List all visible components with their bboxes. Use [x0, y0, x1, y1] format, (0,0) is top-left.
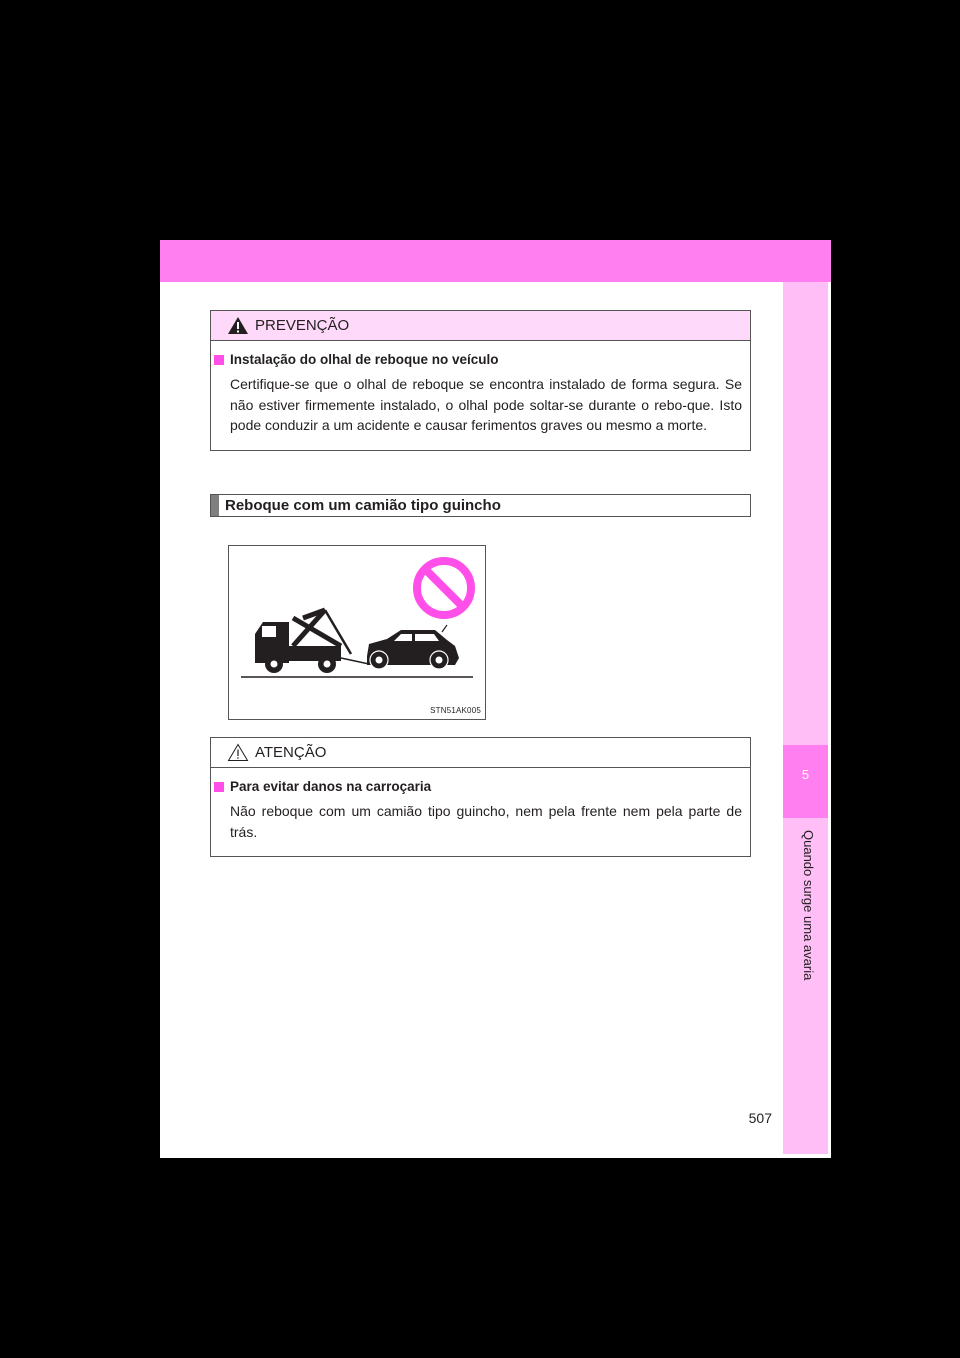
- caution-header: [211, 311, 750, 341]
- tow-truck-illustration: [228, 545, 486, 720]
- header-band: [160, 240, 831, 282]
- bullet-square-icon: [214, 782, 224, 792]
- page-number: 507: [748, 1110, 772, 1126]
- caution-subheading: [214, 352, 750, 367]
- caution-box: [210, 310, 751, 451]
- illustration-code: STN51AK005: [430, 706, 481, 715]
- manual-page: [160, 240, 831, 1158]
- chapter-title: Quando surge uma avaria: [801, 830, 816, 981]
- notice-subheading: [214, 779, 750, 794]
- notice-box: [210, 737, 751, 857]
- chapter-number: 5: [801, 767, 810, 782]
- warning-filled-icon: [227, 316, 249, 335]
- caution-body: Certifique-se que o olhal de reboque se encontra instalado de forma segura. Se não estiver firmemente instalado, o olhal pode soltar-se durante o rebo-que. Isto pode conduzir a um acidente e causar ferimentos graves ou mesmo a morte.: [230, 376, 742, 433]
- notice-subheading-text: Para evitar danos na carroçaria: [230, 779, 432, 794]
- section-title: Reboque com um camião tipo guincho: [225, 497, 501, 514]
- section-heading: [210, 494, 751, 517]
- section-bar: [211, 495, 219, 516]
- notice-title: ATENÇÃO: [255, 744, 327, 761]
- caution-title: PREVENÇÃO: [255, 317, 350, 334]
- tow-truck-prohibited-icon: [229, 546, 485, 719]
- warning-outline-icon: [227, 743, 249, 762]
- caution-subheading-text: Instalação do olhal de reboque no veículo: [230, 352, 499, 367]
- bullet-square-icon: [214, 355, 224, 365]
- notice-header: [211, 738, 750, 768]
- notice-body: Não reboque com um camião tipo guincho, nem pela frente nem pela parte de trás.: [230, 803, 742, 840]
